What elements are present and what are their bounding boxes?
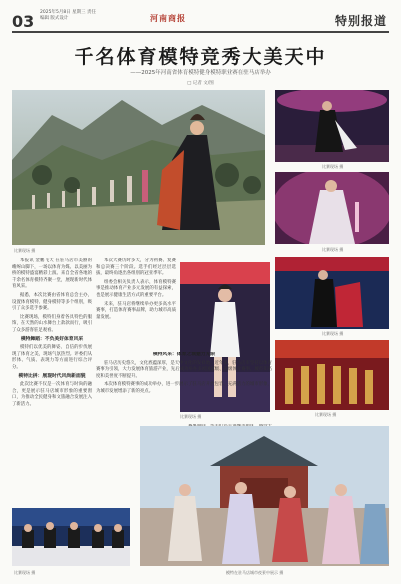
paper-name: 河南商报 xyxy=(150,13,186,23)
page-header xyxy=(0,0,401,34)
article-title: 千名体育模特竞秀大美天中 xyxy=(74,46,327,68)
photo-r2-caption: 比赛现场 摄 xyxy=(322,247,344,252)
article-byline: □ 记者 文/图 xyxy=(187,81,214,86)
photo-r4 xyxy=(275,340,389,410)
mid-left-caption: 比赛现场 摄 xyxy=(180,414,202,419)
page-number: 03 xyxy=(12,12,35,31)
photo-r2 xyxy=(275,172,389,244)
main-photo-caption: 比赛现场 摄 xyxy=(14,248,36,253)
header-rule xyxy=(12,31,389,33)
text-column-3: 模特风采：体育之城魅力无限 驻马店历史悠久，文化底蕴深厚，是天中文化的发祥地。近年来，驻马店市坚持以体育赛事为引领，大力发展体育旅游产业，先后成功举办多项国家级、省级体育赛事，城市知名度和美誉度不断提升。 本次体育模特赛事的成功举办，进一步展示了驻马店开放包容、充满活力的城市形象，为城市发展增添了新的亮点。 xyxy=(96,352,272,394)
section-name: 特别报道 xyxy=(334,14,387,28)
text-column-2: 本次大赛历时多天，分为初赛、复赛和总决赛三个阶段。选手们经过层层选拔，最终角逐出各组别的冠亚季军。 组委会相关负责人表示，体育模特赛事是推动体育产业多元发展的有益探索，也是展示健康生活方式的重要平台。 未来，驻马店将继续举办更多高水平赛事，打造体育赛事品牌，助力城市高质量发展。 xyxy=(96,258,176,320)
photo-r1-caption: 比赛现场 摄 xyxy=(322,164,344,169)
photo-r3 xyxy=(275,257,389,329)
text-column-1: 本报讯 金鹏飞天 在驻马店市美丽的嵖岈山脚下，一场以体育为媒、以美丽为桥的模特盛宴精彩上演。来自全省各地的千余名体育模特齐聚一堂，展现新时代体育风采。 据悉，本次比赛由省体育总会主办，设置体育模特、健身模特等多个组别，吸引了众多选手参赛。 比赛现场，模特们身着各具特色的服饰，在天然的山水舞台上款款而行，吸引了众多游客驻足观看。 模特舞蹈：不负美好体育风采 模特们以优美的舞姿、自信的步伐展现了体育之美，现场气氛热烈。评委们从形体、气质、表现力等方面进行综合评分。 模特比拼：展现时代风尚新面貌 此次比赛不仅是一次体育与时尚的融合，更是展示驻马店城市形象的重要窗口，为推动全民健身和文旅融合发展注入了新活力。 xyxy=(12,258,92,407)
main-photo xyxy=(12,90,265,245)
article-subtitle: ——2025年河南省体育模特健身模特职业赛在驻马店举办 xyxy=(130,70,271,76)
bottom-photo-right xyxy=(140,426,389,566)
photo-r4-caption: 比赛现场 摄 xyxy=(315,412,337,417)
subheading-1: 模特舞蹈：不负美好体育风采 xyxy=(20,336,84,342)
photo-r3-caption: 比赛现场 摄 xyxy=(322,331,344,336)
bottom-left-caption: 比赛现场 摄 xyxy=(14,570,36,575)
bottom-right-caption: 模特在驻马店城市夜景中展示 摄 xyxy=(226,570,284,575)
bottom-photo-left xyxy=(12,508,130,566)
subheading-2: 模特比拼：展现时代风尚新面貌 xyxy=(18,373,86,379)
photo-r1 xyxy=(275,90,389,162)
subheading-3: 模特风采：体育之城魅力无限 xyxy=(152,352,216,357)
date-info: 2025年5月8日 星期三 责任编辑 版式设计 xyxy=(40,10,97,21)
